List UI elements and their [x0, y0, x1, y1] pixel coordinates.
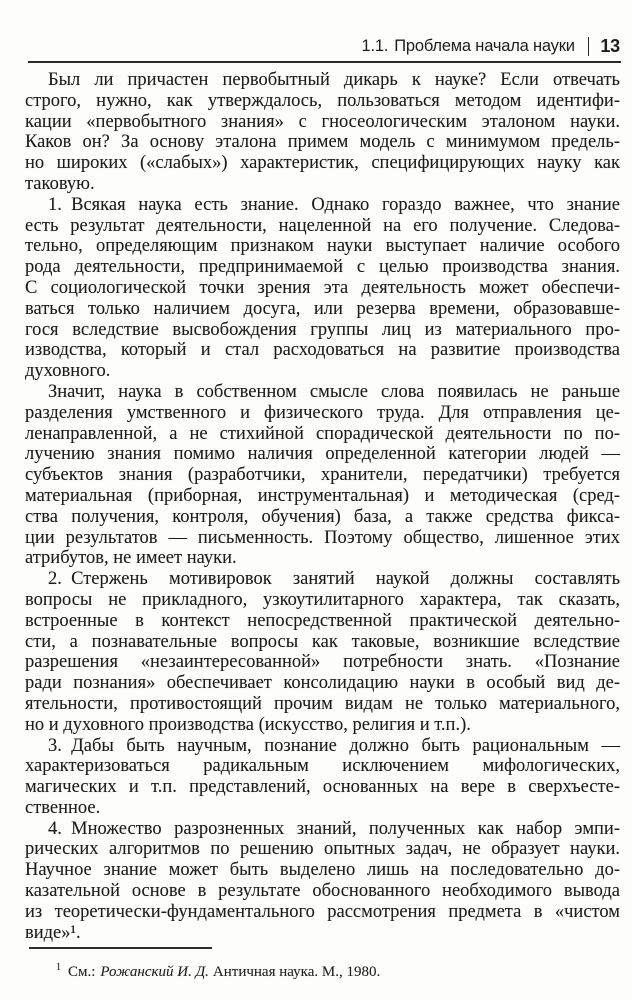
text-line: 4. Множество разрозненных знаний, полученных как набор эмпи-: [48, 818, 620, 839]
text-line: ции результатов — письменность. Поэтому общество, лишенное этих: [25, 527, 620, 548]
text-line: сти, а познавательные вопросы как таковые, возникшие вследствие: [25, 631, 620, 652]
text-line: характеризоваться радикальным исключением мифологических,: [25, 756, 620, 777]
header-divider: [588, 37, 590, 56]
text-line: Был ли причастен первобытный дикарь к науке? Если отвечать: [48, 70, 620, 90]
text-line: ства получения, контроля, обучения) база, а также средства фикса-: [25, 506, 620, 527]
text-line: 3. Дабы быть научным, познание должно быть рациональным —: [48, 735, 620, 756]
text-line: ственное.: [25, 797, 101, 818]
text-line: рода деятельности, предпринимаемой с целью производства знания.: [25, 257, 620, 278]
text-line: вопросы не прикладного, узкоутилитарного характера, так сказать,: [25, 589, 620, 610]
text-line: магических и т.п. представлений, основанных на вере в сверхъесте-: [25, 777, 620, 798]
text-line: духовного.: [25, 361, 111, 382]
text-line: разделения умственного и физического труда. Для отправления це-: [25, 402, 620, 423]
text-line: ваться только наличием досуга, или резерва времени, образовавше-: [25, 298, 620, 319]
text-line: С социологической точки зрения эта деятельность может обеспечи-: [25, 277, 620, 298]
text-line: рических алгоритмов по решению опытных задач, не образует науки.: [25, 839, 620, 860]
text-line: но и духовного производства (искусство, религия и т.п.).: [25, 714, 471, 735]
chapter-title: Проблема начала науки: [394, 37, 575, 55]
text-line: изводства, который и стал расходоваться на развитие производства: [25, 340, 620, 361]
section-number: 1.1.: [361, 37, 389, 55]
text-line: строго, нужно, как утверждалось, пользоваться методом идентифи-: [25, 90, 620, 111]
text-line: разрешения «незаинтересованной» потребности знать. «Познание: [25, 652, 620, 673]
text-line: таковую.: [25, 173, 95, 194]
text-line: лучению знания помимо наличия определенной категории людей —: [25, 444, 620, 465]
body-text: [25, 70, 620, 943]
page-number: 13: [600, 36, 620, 56]
text-line: кации «первобытного знания» с гносеологическим эталоном науки.: [25, 111, 620, 132]
text-line: из теоретически-фундаментального рассмотрения предмета в «чистом: [25, 901, 620, 922]
running-head: [28, 36, 620, 57]
text-line: материальная (приборная, инструментальная) и методическая (сред-: [25, 485, 620, 506]
footnote-marker: 1: [56, 962, 61, 973]
text-line: ради познания» обеспечивает консолидацию науки в особый вид де-: [25, 673, 620, 694]
header-rule: [28, 61, 621, 63]
text-line: но широких («слабых») характеристик, специфицирующих науку как: [25, 153, 620, 174]
text-line: ленаправленной, а не стихийной спорадической деятельности по по-: [25, 423, 620, 444]
text-line: 2. Стержень мотивировок занятий наукой должны составлять: [48, 569, 620, 590]
footnote-author: Рожанский И. Д.: [100, 964, 209, 980]
text-line: ятельности, противостоящий прочим видам не только материального,: [25, 693, 620, 714]
text-line: есть результат деятельности, нацеленной на его получение. Следова-: [25, 215, 620, 236]
text-line: Каков он? За основу эталона примем модель с минимумом предель-: [25, 132, 620, 153]
footnote-source: Античная наука. М., 1980.: [212, 964, 381, 980]
text-line: Значит, наука в собственном смысле слова появилась не раньше: [48, 381, 620, 402]
text-line: атрибутов, не имеет науки.: [25, 548, 237, 569]
text-line: субъектов знания (разработчики, хранители, передатчики) требуется: [25, 465, 620, 486]
text-line: гося вследствие высвобождения группы лиц из материального про-: [25, 319, 620, 340]
text-line: Научное знание может быть выделено лишь на последовательно до-: [25, 860, 620, 881]
text-line: казательной основе в результате обоснованного необходимого вывода: [25, 881, 620, 902]
footnote-rule: [29, 947, 212, 949]
footnote: [25, 958, 620, 982]
text-line: виде»¹.: [25, 922, 81, 943]
text-line: 1. Всякая наука есть знание. Однако гораздо важнее, что знание: [48, 194, 620, 215]
footnote-see: См.:: [68, 964, 96, 980]
text-line: тельно, определяющим признаком науки выступает наличие особого: [25, 236, 620, 257]
text-line: встроенные в контекст непосредственной практической деятельно-: [25, 610, 620, 631]
